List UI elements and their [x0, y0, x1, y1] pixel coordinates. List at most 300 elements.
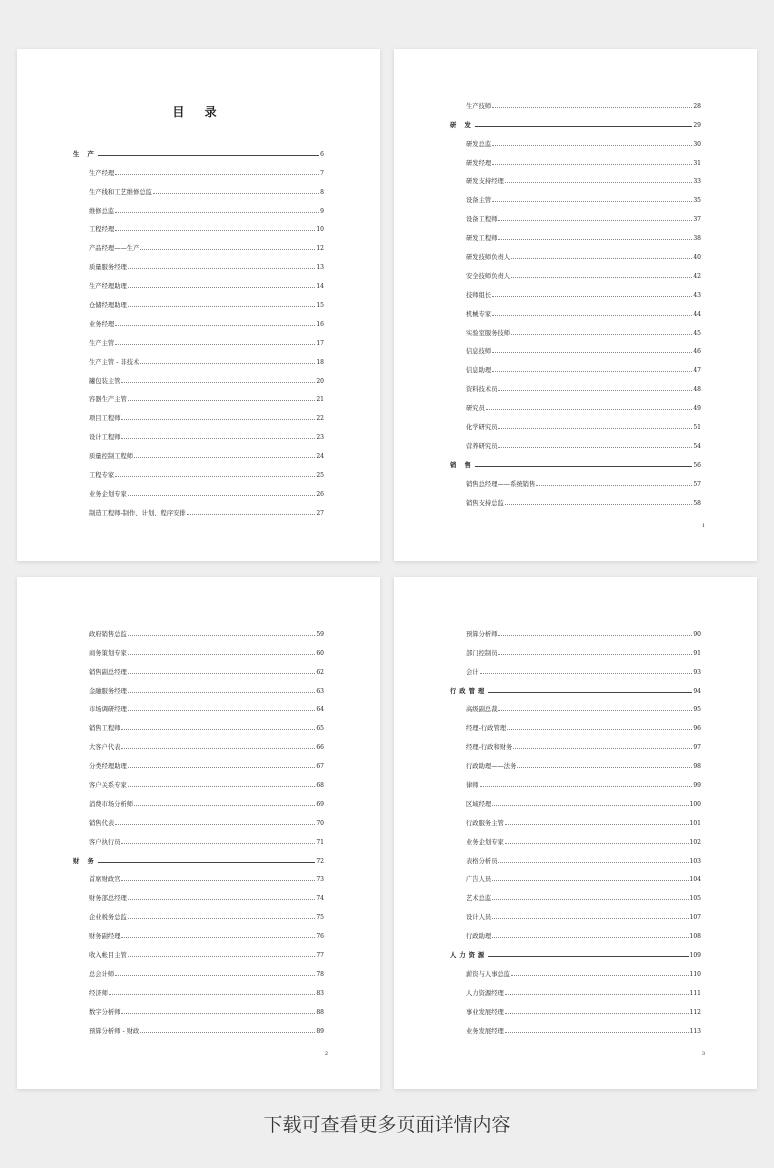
- toc-entry-title: 工程专家: [89, 472, 115, 480]
- dot-leader: [128, 495, 316, 496]
- dot-leader: [505, 994, 689, 995]
- toc-entry: [450, 318, 701, 337]
- toc-entry: [73, 177, 324, 196]
- toc-entry-title: 产品经理——生产: [89, 245, 140, 253]
- toc-entry-title: 人力资源: [450, 952, 488, 960]
- dot-leader: [498, 220, 692, 221]
- toc-entry: [73, 695, 324, 714]
- toc-entry-page: 90: [693, 630, 701, 638]
- toc-entry-title: 财务副经理: [89, 933, 121, 941]
- dot-leader: [498, 428, 692, 429]
- toc-entry-title: 研发总监: [466, 140, 492, 148]
- toc-entry-page: 108: [689, 933, 701, 941]
- toc-section-heading: [450, 110, 701, 129]
- dot-leader: [492, 805, 688, 806]
- toc-section-heading: [450, 450, 701, 469]
- toc-entry-page: 101: [689, 819, 701, 827]
- toc-entry: [73, 978, 324, 997]
- toc-entry-page: 40: [693, 254, 701, 262]
- toc-entry-title: 设备工程师: [466, 216, 498, 224]
- dot-leader: [505, 504, 693, 505]
- toc-entry: [73, 732, 324, 751]
- toc-entry-title: 生 产: [73, 150, 97, 158]
- toc-entry-page: 96: [693, 725, 701, 733]
- dot-leader: [115, 975, 315, 976]
- toc-entry: [73, 865, 324, 884]
- page-number: 2: [324, 1051, 328, 1057]
- toc-entry: [450, 997, 701, 1016]
- dot-leader: [492, 371, 692, 372]
- toc-entry: [73, 997, 324, 1016]
- toc-entry-title: 经理-行政管理: [466, 725, 507, 733]
- toc-entry-title: 实验室服务技师: [466, 329, 511, 337]
- dot-leader: [505, 843, 689, 844]
- toc-entry: [73, 921, 324, 940]
- dot-leader: [513, 748, 692, 749]
- toc-entry-title: 营养研究员: [466, 442, 498, 450]
- dot-leader: [128, 306, 316, 307]
- toc-entry: [73, 347, 324, 366]
- toc-entry-title: 研 发: [450, 121, 474, 129]
- toc-entry-title: 消费市场分析师: [89, 800, 134, 808]
- toc-entry: [450, 713, 701, 732]
- dot-leader: [128, 635, 316, 636]
- toc-entry-title: 研发经理: [466, 159, 492, 167]
- dot-leader: [121, 748, 315, 749]
- toc-entry-page: 74: [316, 895, 324, 903]
- toc-entry-title: 工程经理: [89, 226, 115, 234]
- dot-leader: [498, 390, 692, 391]
- dot-leader: [511, 334, 692, 335]
- dot-leader: [505, 824, 689, 825]
- toc-entry-page: 111: [689, 989, 701, 997]
- toc-entry-page: 109: [689, 952, 701, 960]
- toc-entry: [73, 827, 324, 846]
- toc-entry: [450, 808, 701, 827]
- toc-entry-page: 97: [693, 744, 701, 752]
- toc-entry-title: 维修总监: [89, 207, 115, 215]
- toc-entry-title: 生产经理助理: [89, 283, 127, 291]
- toc-entry-page: 104: [689, 876, 701, 884]
- dot-leader: [128, 673, 316, 674]
- dot-leader: [140, 363, 315, 364]
- toc-entry-title: 会计: [466, 668, 479, 676]
- toc-entry-page: 70: [316, 819, 324, 827]
- page-number: 1: [701, 523, 705, 529]
- toc-entry-page: 66: [316, 744, 324, 752]
- dot-leader: [498, 239, 692, 240]
- dot-leader: [109, 994, 315, 995]
- dot-leader: [511, 258, 692, 259]
- dot-leader: [498, 654, 692, 655]
- toc-entry: [73, 770, 324, 789]
- toc-entry: [450, 91, 701, 110]
- toc-entry: [450, 129, 701, 148]
- toc-entry-page: 12: [316, 245, 324, 253]
- toc-entry-title: 财 务: [73, 857, 97, 865]
- toc-entry-page: 105: [689, 895, 701, 903]
- toc-entry-page: 72: [316, 857, 324, 865]
- toc-entry-page: 29: [693, 121, 701, 129]
- toc-entry: [73, 1016, 324, 1035]
- dot-leader: [498, 710, 692, 711]
- toc-entry: [73, 883, 324, 902]
- toc-entry-page: 25: [316, 472, 324, 480]
- toc-entry-title: 安全技师负责人: [466, 272, 511, 280]
- toc-entry-title: 客户执行员: [89, 838, 121, 846]
- toc-entry: [450, 374, 701, 393]
- toc-entry: [450, 488, 701, 507]
- toc-entry-page: 22: [316, 415, 324, 423]
- toc-entry: [450, 469, 701, 488]
- toc-entry-page: 37: [693, 216, 701, 224]
- toc-entry-title: 生产经理: [89, 169, 115, 177]
- toc-entry: [450, 337, 701, 356]
- dot-leader: [121, 843, 315, 844]
- toc-entry-title: 生产技师: [466, 102, 492, 110]
- toc-entry: [450, 148, 701, 167]
- toc-entry-title: 销售副总经理: [89, 668, 127, 676]
- toc-entry-title: 客户关系专家: [89, 782, 127, 790]
- toc-entry-title: 人力资源经理: [466, 989, 504, 997]
- dot-leader: [121, 937, 315, 938]
- dot-leader: [121, 1013, 315, 1014]
- toc-entry-title: 仓储经理助理: [89, 302, 127, 310]
- dot-leader: [115, 230, 315, 231]
- toc-entry-title: 化学研究员: [466, 424, 498, 432]
- toc-entry: [450, 223, 701, 242]
- toc-entry: [450, 978, 701, 997]
- toc-entry-page: 76: [316, 933, 324, 941]
- toc-entry-title: 容器生产主管: [89, 396, 127, 404]
- toc-page-1: [17, 49, 380, 561]
- toc-entry: [73, 713, 324, 732]
- toc-entry-page: 10: [316, 226, 324, 234]
- toc-entry-title: 制造工程师-制作、计划、程序安排: [89, 509, 186, 517]
- toc-entry-title: 市场调研经理: [89, 706, 127, 714]
- toc-list: [450, 619, 701, 1035]
- toc-entry: [450, 789, 701, 808]
- toc-entry-title: 资料技术员: [466, 386, 498, 394]
- toc-entry-page: 8: [320, 188, 324, 196]
- toc-entry-title: 质量服务经理: [89, 264, 127, 272]
- toc-entry-title: 业务企划专家: [466, 838, 504, 846]
- dot-leader: [498, 447, 692, 448]
- toc-entry: [450, 959, 701, 978]
- toc-entry: [73, 196, 324, 215]
- toc-entry-page: 31: [693, 159, 701, 167]
- page-number: 3: [701, 1051, 705, 1057]
- toc-entry-page: 112: [689, 1008, 701, 1016]
- toc-entry-page: 35: [693, 197, 701, 205]
- dot-leader: [492, 145, 692, 146]
- toc-entry-page: 14: [316, 283, 324, 291]
- toc-entry: [73, 751, 324, 770]
- dot-leader: [121, 880, 315, 881]
- toc-entry-page: 27: [316, 509, 324, 517]
- toc-entry: [73, 902, 324, 921]
- dot-leader: [498, 862, 688, 863]
- toc-entry-title: 设计工程师: [89, 434, 121, 442]
- toc-entry: [73, 676, 324, 695]
- toc-entry-title: 研发技师负责人: [466, 254, 511, 262]
- toc-entry: [450, 167, 701, 186]
- toc-list: [73, 139, 324, 517]
- toc-section-heading: [73, 139, 324, 158]
- toc-entry-title: 业务发展经理: [466, 1027, 504, 1035]
- toc-entry: [450, 431, 701, 450]
- toc-entry-page: 46: [693, 348, 701, 356]
- toc-entry: [450, 921, 701, 940]
- toc-entry-page: 58: [693, 499, 701, 507]
- dot-leader: [128, 956, 316, 957]
- dot-leader: [115, 344, 315, 345]
- toc-entry-title: 首席财政官: [89, 876, 121, 884]
- toc-entry-page: 60: [316, 649, 324, 657]
- toc-entry: [73, 366, 324, 385]
- dot-leader: [475, 466, 693, 467]
- toc-entry-title: 律师: [466, 782, 479, 790]
- toc-entry-page: 17: [316, 339, 324, 347]
- toc-entry-title: 销售工程师: [89, 725, 121, 733]
- toc-entry-page: 64: [316, 706, 324, 714]
- toc-entry-page: 63: [316, 687, 324, 695]
- dot-leader: [492, 918, 688, 919]
- toc-entry-title: 企业税务总监: [89, 914, 127, 922]
- dot-leader: [492, 164, 692, 165]
- toc-entry-page: 47: [693, 367, 701, 375]
- dot-leader: [488, 956, 688, 957]
- toc-entry: [450, 846, 701, 865]
- dot-leader: [536, 485, 692, 486]
- toc-entry-title: 质量控制工程师: [89, 453, 134, 461]
- dot-leader: [128, 654, 316, 655]
- dot-leader: [492, 899, 688, 900]
- toc-entry-page: 23: [316, 434, 324, 442]
- toc-entry: [450, 393, 701, 412]
- toc-entry-title: 财务部总经理: [89, 895, 127, 903]
- dot-leader: [505, 182, 693, 183]
- toc-entry: [450, 732, 701, 751]
- dot-leader: [115, 174, 319, 175]
- toc-entry-page: 24: [316, 453, 324, 461]
- toc-page-4: [394, 577, 757, 1089]
- toc-entry-title: 销售支持总监: [466, 499, 504, 507]
- toc-entry: [450, 242, 701, 261]
- toc-entry: [73, 328, 324, 347]
- toc-entry-title: 商务策划专家: [89, 649, 127, 657]
- toc-entry-title: 研发工程师: [466, 235, 498, 243]
- dot-leader: [115, 325, 315, 326]
- toc-entry-page: 54: [693, 442, 701, 450]
- toc-entry-page: 75: [316, 914, 324, 922]
- toc-entry-page: 26: [316, 490, 324, 498]
- toc-entry-page: 77: [316, 952, 324, 960]
- toc-entry-page: 71: [316, 838, 324, 846]
- toc-entry-page: 65: [316, 725, 324, 733]
- toc-entry-title: 项目工程师: [89, 415, 121, 423]
- toc-entry: [73, 619, 324, 638]
- toc-entry: [450, 185, 701, 204]
- toc-entry-title: 表格分析员: [466, 857, 498, 865]
- toc-entry-page: 95: [693, 706, 701, 714]
- toc-entry-title: 技师组长: [466, 291, 492, 299]
- toc-entry: [73, 638, 324, 657]
- toc-entry-page: 98: [693, 763, 701, 771]
- toc-entry-title: 政府销售总监: [89, 630, 127, 638]
- toc-entry-page: 94: [693, 687, 701, 695]
- dot-leader: [492, 937, 688, 938]
- toc-entry-title: 经济师: [89, 989, 108, 997]
- toc-entry-title: 区域经理: [466, 800, 492, 808]
- toc-entry-title: 艺术总监: [466, 895, 492, 903]
- toc-entry-page: 42: [693, 272, 701, 280]
- dot-leader: [121, 438, 315, 439]
- toc-entry: [73, 422, 324, 441]
- toc-entry: [73, 959, 324, 978]
- dot-leader: [121, 382, 315, 383]
- toc-entry-page: 110: [689, 970, 701, 978]
- toc-entry-title: 罐包装主管: [89, 377, 121, 385]
- toc-entry-page: 7: [320, 169, 324, 177]
- dot-leader: [128, 918, 316, 919]
- toc-entry-title: 研发支持经理: [466, 178, 504, 186]
- toc-entry: [450, 865, 701, 884]
- toc-entry-page: 13: [316, 264, 324, 272]
- dot-leader: [511, 277, 692, 278]
- toc-entry: [450, 638, 701, 657]
- toc-entry: [450, 827, 701, 846]
- toc-section-heading: [450, 940, 701, 959]
- toc-page-2: [394, 49, 757, 561]
- toc-entry-page: 51: [693, 424, 701, 432]
- toc-entry: [73, 441, 324, 460]
- toc-entry: [73, 290, 324, 309]
- toc-entry: [73, 460, 324, 479]
- dot-leader: [134, 805, 315, 806]
- toc-entry-page: 49: [693, 405, 701, 413]
- dot-leader: [498, 635, 692, 636]
- toc-entry-title: 预算分析师: [466, 630, 498, 638]
- dot-leader: [121, 729, 315, 730]
- dot-leader: [507, 729, 692, 730]
- toc-entry-page: 6: [320, 150, 324, 158]
- dot-leader: [128, 899, 316, 900]
- toc-entry-page: 56: [693, 461, 701, 469]
- toc-entry-page: 68: [316, 782, 324, 790]
- toc-entry-page: 67: [316, 763, 324, 771]
- dot-leader: [486, 409, 692, 410]
- toc-entry-title: 销售代表: [89, 819, 115, 827]
- toc-entry-title: 行政助理: [466, 933, 492, 941]
- toc-entry-title: 经理-行政和财务: [466, 744, 513, 752]
- toc-entry-page: 78: [316, 970, 324, 978]
- toc-entry: [450, 355, 701, 374]
- toc-entry-title: 业务经理: [89, 320, 115, 328]
- toc-entry-title: 部门控制员: [466, 649, 498, 657]
- dot-leader: [98, 155, 319, 156]
- toc-entry: [450, 412, 701, 431]
- dot-leader: [128, 786, 316, 787]
- dot-leader: [115, 824, 315, 825]
- toc-entry-title: 广告人员: [466, 876, 492, 884]
- download-caption: 下载可查看更多页面详情内容: [263, 1114, 511, 1136]
- dot-leader: [492, 315, 692, 316]
- toc-entry-page: 43: [693, 291, 701, 299]
- toc-entry: [73, 498, 324, 517]
- toc-entry-title: 销售总经理——系统销售: [466, 480, 536, 488]
- toc-entry: [73, 309, 324, 328]
- toc-entry-page: 103: [689, 857, 701, 865]
- toc-entry-page: 59: [316, 630, 324, 638]
- toc-entry-title: 业务企划专家: [89, 490, 127, 498]
- toc-entry-title: 机械专家: [466, 310, 492, 318]
- toc-entry-title: 数字分析师: [89, 1008, 121, 1016]
- toc-entry: [450, 657, 701, 676]
- toc-entry-page: 88: [316, 1008, 324, 1016]
- toc-entry-page: 57: [693, 480, 701, 488]
- toc-entry-title: 信息技师: [466, 348, 492, 356]
- toc-entry: [450, 619, 701, 638]
- toc-entry: [73, 808, 324, 827]
- dot-leader: [475, 126, 693, 127]
- toc-entry: [73, 215, 324, 234]
- toc-entry: [450, 695, 701, 714]
- dot-leader: [98, 862, 316, 863]
- toc-entry-page: 20: [316, 377, 324, 385]
- dot-leader: [492, 296, 692, 297]
- toc-entry-title: 预算分析师 - 财政: [89, 1027, 140, 1035]
- dot-leader: [140, 249, 315, 250]
- toc-entry: [450, 751, 701, 770]
- toc-entry-title: 总会计师: [89, 970, 115, 978]
- dot-leader: [492, 880, 688, 881]
- toc-section-heading: [73, 846, 324, 865]
- toc-entry-title: 收入帐目主管: [89, 952, 127, 960]
- toc-entry-page: 91: [693, 649, 701, 657]
- toc-entry-title: 生产主管: [89, 339, 115, 347]
- dot-leader: [492, 107, 692, 108]
- toc-entry-page: 83: [316, 989, 324, 997]
- toc-section-heading: [450, 676, 701, 695]
- toc-entry: [73, 385, 324, 404]
- toc-entry: [73, 252, 324, 271]
- toc-entry-page: 99: [693, 782, 701, 790]
- toc-entry-title: 分类经理助理: [89, 763, 127, 771]
- toc-entry: [73, 479, 324, 498]
- toc-entry-page: 45: [693, 329, 701, 337]
- toc-entry-title: 生产主管 - 非技术: [89, 358, 140, 366]
- toc-title: 目 录: [172, 105, 225, 119]
- toc-entry-page: 33: [693, 178, 701, 186]
- toc-entry: [450, 280, 701, 299]
- dot-leader: [115, 212, 319, 213]
- dot-leader: [140, 1032, 315, 1033]
- toc-entry-page: 89: [316, 1027, 324, 1035]
- toc-entry-page: 15: [316, 302, 324, 310]
- toc-entry-page: 69: [316, 800, 324, 808]
- toc-entry-title: 事业发展经理: [466, 1008, 504, 1016]
- toc-entry: [73, 403, 324, 422]
- toc-entry-title: 信息助理: [466, 367, 492, 375]
- dot-leader: [128, 710, 316, 711]
- toc-entry-page: 28: [693, 102, 701, 110]
- toc-entry-title: 研究员: [466, 405, 485, 413]
- dot-leader: [505, 1013, 689, 1014]
- dot-leader: [492, 352, 692, 353]
- dot-leader: [488, 692, 692, 693]
- toc-entry-title: 大客户代表: [89, 744, 121, 752]
